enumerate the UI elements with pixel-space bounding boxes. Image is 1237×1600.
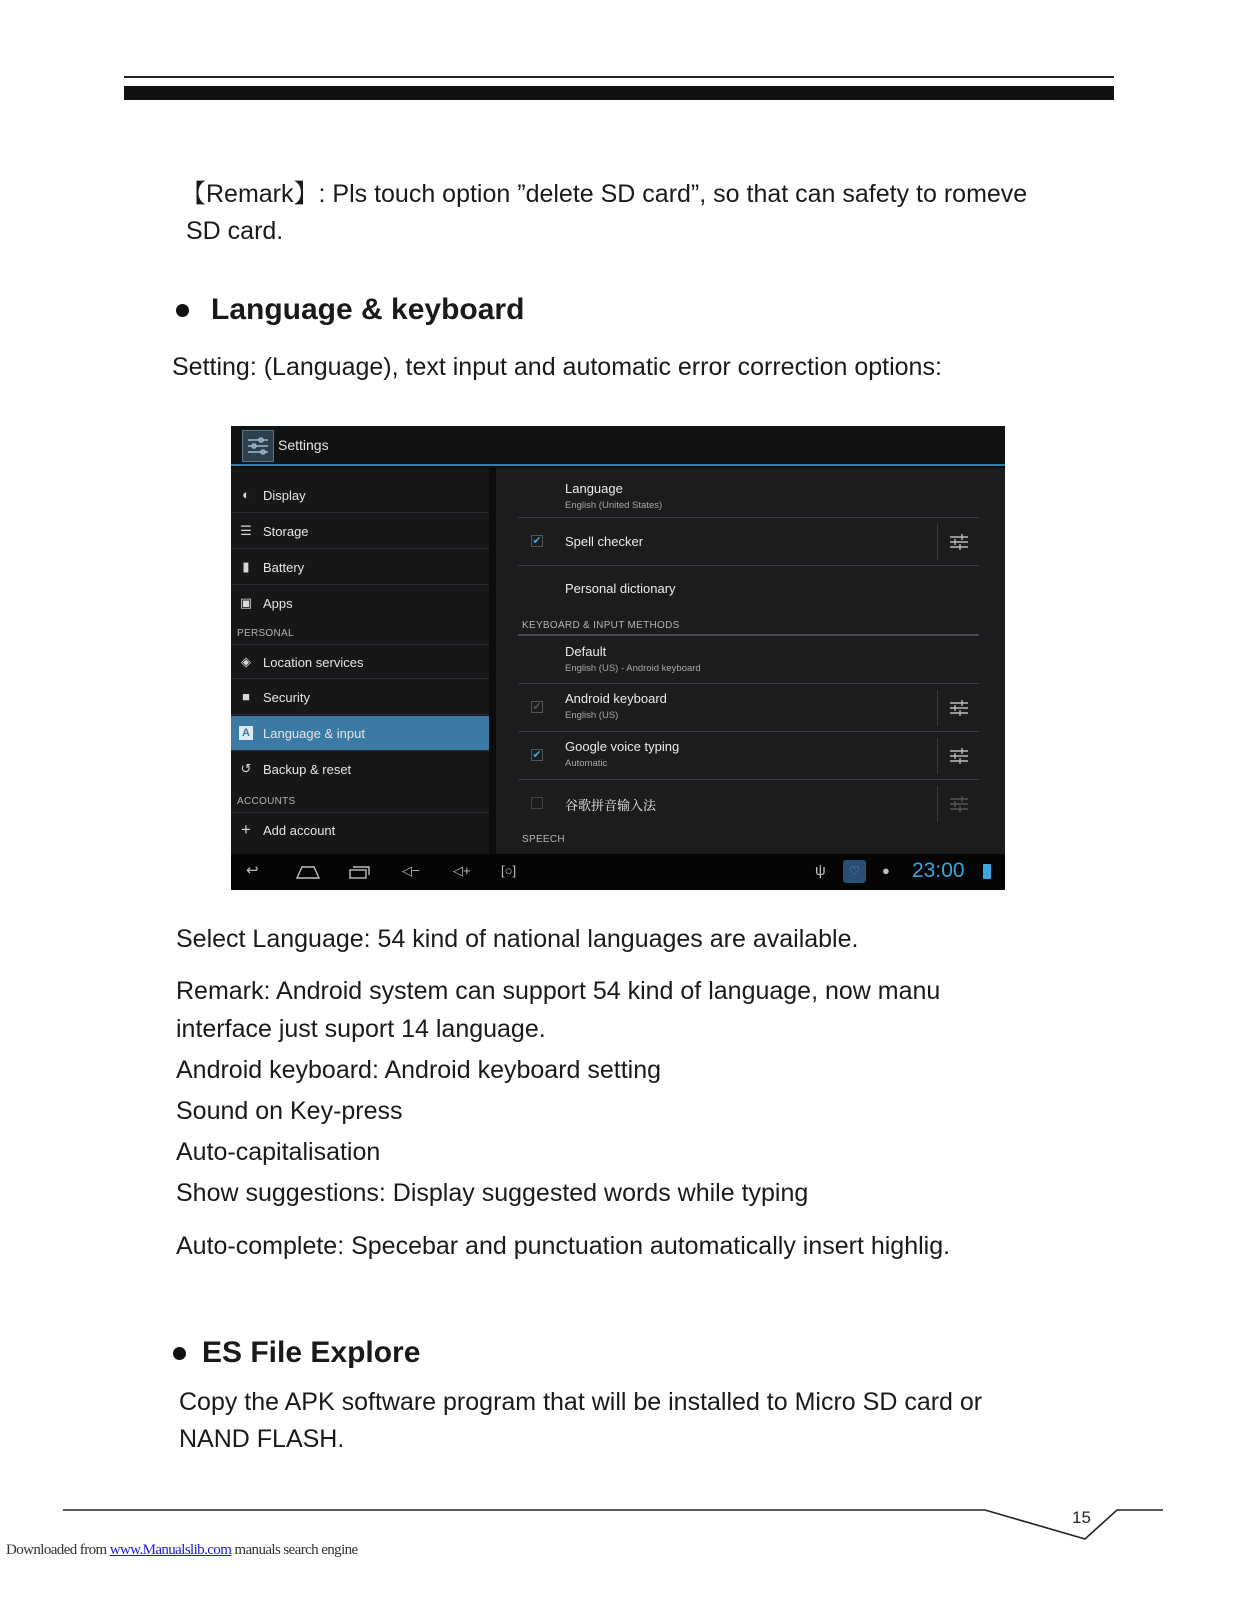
settings-detail-pane: [493, 468, 1005, 854]
section2-line-2: NAND FLASH.: [179, 1425, 345, 1453]
home-icon[interactable]: [295, 864, 321, 880]
row-title: Android keyboard: [565, 691, 667, 706]
android-icon: ●: [882, 863, 890, 878]
sidebar-item-label: Backup & reset: [263, 762, 352, 777]
section-heading-es-file: ES File Explore: [202, 1336, 421, 1369]
screenshot-icon[interactable]: [○]: [501, 863, 517, 878]
section-speech: SPEECH: [522, 834, 565, 845]
pinyin-checkbox[interactable]: [531, 797, 543, 809]
row-summary: English (US): [565, 710, 619, 721]
footer-rule: [0, 1495, 1237, 1545]
section-divider: [518, 634, 979, 636]
row-summary: Automatic: [565, 758, 608, 769]
volume-down-icon[interactable]: ◁−: [402, 863, 420, 878]
section2-line-1: Copy the APK software program that will be installed to Micro SD card or: [179, 1388, 983, 1416]
row-title: 谷歌拼音输入法: [565, 798, 657, 813]
battery-status-icon: [983, 864, 991, 879]
row-title: Language: [565, 481, 623, 496]
settings-tune-icon[interactable]: [949, 748, 969, 764]
sidebar-item-location[interactable]: [231, 644, 489, 679]
note-remark-line-1: Remark: Android system can support 54 kind of language, now manu: [176, 977, 941, 1005]
remark-line-1: 【Remark】: Pls touch option ”delete SD card”, so that can safety to romeve: [181, 180, 1028, 208]
row-title: Personal dictionary: [565, 581, 676, 596]
notification-app-icon[interactable]: ♡: [843, 860, 866, 883]
settings-tune-icon[interactable]: [949, 700, 969, 716]
note-sound: Sound on Key-press: [176, 1097, 403, 1125]
android-keyboard-checkbox: ✔: [532, 701, 542, 713]
sidebar-item-label: Add account: [263, 823, 336, 838]
sidebar-item-label: Storage: [263, 524, 309, 539]
google-voice-checkbox[interactable]: ✔: [532, 749, 542, 761]
location-icon: ◈: [241, 654, 251, 669]
row-divider: [937, 786, 938, 822]
settings-sidebar: [231, 468, 489, 854]
sidebar-section-accounts: ACCOUNTS: [237, 796, 296, 807]
section-keyboard-methods: KEYBOARD & INPUT METHODS: [522, 620, 680, 631]
sidebar-item-label: Apps: [263, 596, 293, 611]
sidebar-item-label: Security: [263, 690, 310, 705]
sidebar-item-security[interactable]: [231, 680, 489, 715]
header-rule-thick: [124, 86, 1114, 100]
bullet-icon: [173, 1347, 186, 1360]
system-nav-bar: [231, 854, 1005, 890]
apps-icon: ▣: [239, 595, 253, 610]
action-bar: [231, 426, 1005, 466]
usb-icon: ψ: [815, 862, 826, 879]
storage-icon: ☰: [240, 523, 252, 538]
row-title: Spell checker: [565, 534, 644, 549]
google-voice-row[interactable]: [518, 732, 979, 780]
note-android-keyboard: Android keyboard: Android keyboard setting: [176, 1056, 662, 1084]
sidebar-item-language-input[interactable]: [231, 716, 489, 751]
sidebar-item-battery[interactable]: [231, 550, 489, 585]
sidebar-item-add-account[interactable]: [231, 812, 489, 847]
sidebar-item-label: Battery: [263, 560, 305, 575]
row-title: Default: [565, 644, 607, 659]
sidebar-item-display[interactable]: [231, 478, 489, 513]
lock-icon: ■: [242, 689, 250, 704]
sidebar-item-backup[interactable]: [231, 752, 489, 787]
row-summary: English (US) - Android keyboard: [565, 663, 701, 674]
default-row[interactable]: [518, 638, 979, 684]
sidebar-item-label: Display: [263, 488, 306, 503]
manualslib-link[interactable]: www.Manualslib.com: [109, 1542, 232, 1558]
sidebar-item-label: Location services: [263, 655, 364, 670]
settings-screenshot: [231, 426, 1005, 890]
row-divider: [937, 738, 938, 774]
settings-tune-icon[interactable]: [949, 534, 969, 550]
sidebar-item-apps[interactable]: [231, 586, 489, 621]
remark-line-2: SD card.: [186, 217, 284, 245]
personal-dictionary-row[interactable]: [518, 566, 979, 608]
row-divider: [937, 524, 938, 560]
note-suggestions: Show suggestions: Display suggested words while typing: [176, 1179, 809, 1207]
note-autocap: Auto-capitalisation: [176, 1138, 381, 1166]
download-credit: [6, 1542, 358, 1559]
sidebar-section-personal: PERSONAL: [237, 628, 294, 639]
spell-checker-row[interactable]: [518, 518, 979, 566]
download-credit-tagline: manuals search engine: [231, 1542, 358, 1558]
action-bar-title: Settings: [278, 437, 329, 453]
download-credit-text: Downloaded from: [6, 1542, 110, 1558]
row-divider: [937, 690, 938, 726]
backup-icon: ↺: [240, 761, 252, 776]
pinyin-row[interactable]: [518, 780, 979, 826]
sidebar-item-storage[interactable]: [231, 514, 489, 549]
settings-app-icon[interactable]: [242, 430, 274, 462]
volume-up-icon[interactable]: ◁+: [453, 863, 471, 878]
section-heading-language: Language & keyboard: [211, 293, 525, 326]
spell-checker-checkbox[interactable]: ✔: [532, 535, 542, 547]
battery-icon: ▮: [242, 559, 250, 574]
status-clock: 23:00: [912, 859, 965, 882]
recent-apps-icon[interactable]: [347, 864, 371, 880]
back-icon[interactable]: ↩: [246, 862, 259, 879]
sidebar-item-label: Language & input: [263, 726, 365, 741]
note-select-language: Select Language: 54 kind of national languages are available.: [176, 925, 859, 953]
section-intro: Setting: (Language), text input and automatic error correction options:: [172, 353, 942, 381]
bullet-icon: [176, 304, 189, 317]
note-remark-line-2: interface just suport 14 language.: [176, 1015, 546, 1043]
android-keyboard-row[interactable]: [518, 684, 979, 732]
brightness-icon: ◐: [242, 487, 250, 502]
row-title: Google voice typing: [565, 739, 680, 754]
page-number: 15: [1072, 1508, 1091, 1527]
row-summary: English (United States): [565, 500, 663, 511]
language-icon: A: [239, 726, 253, 740]
header-rule-thin: [124, 76, 1114, 78]
settings-tune-icon[interactable]: [949, 796, 969, 812]
plus-icon: +: [241, 820, 251, 839]
language-row[interactable]: [518, 472, 979, 518]
note-autocomplete: Auto-complete: Specebar and punctuation automatically insert highlig.: [176, 1232, 951, 1260]
